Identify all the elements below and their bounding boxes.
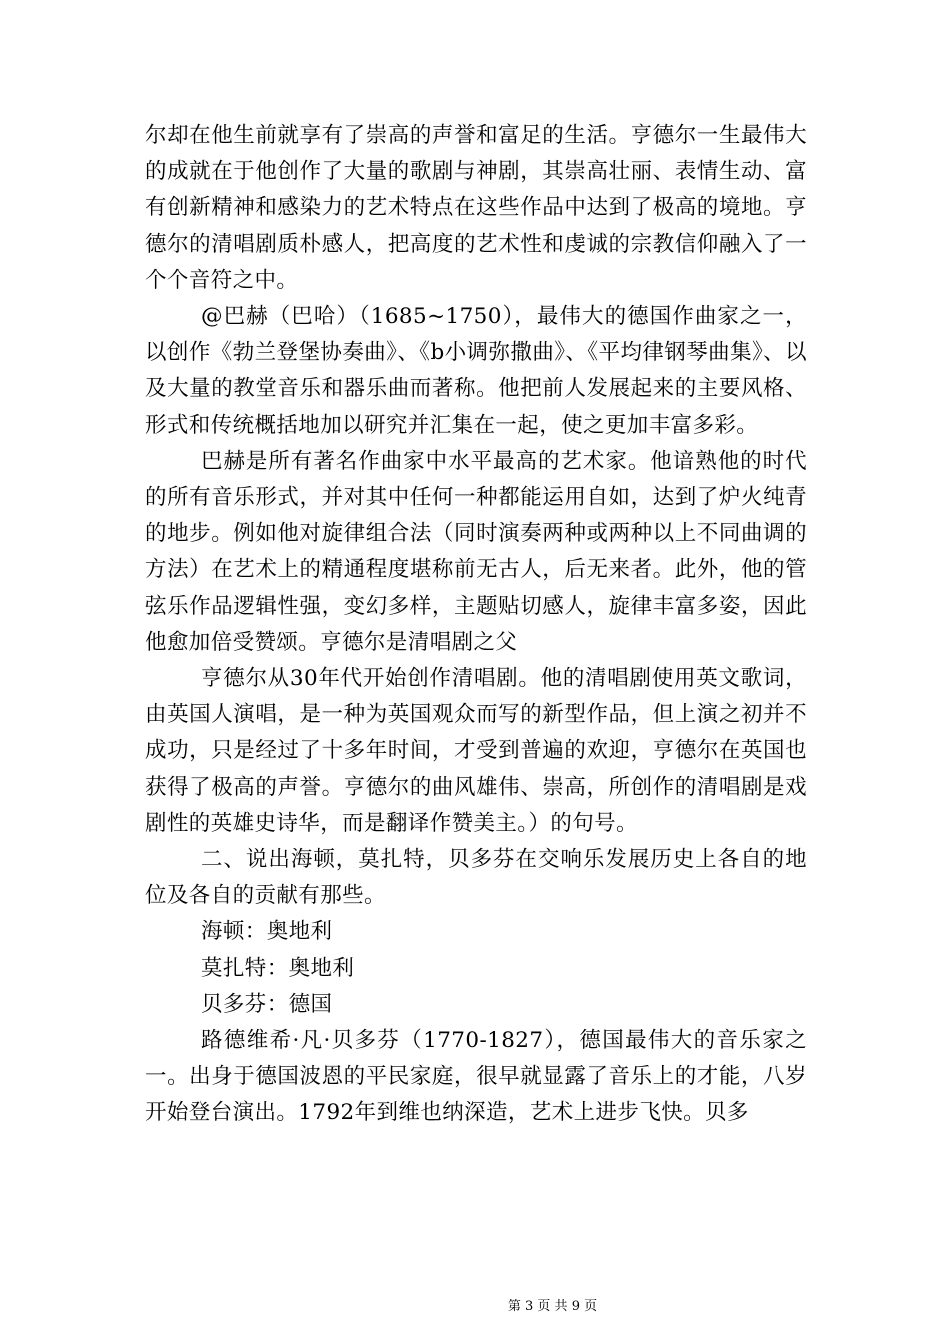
page-number-footer: 第 3 页 共 9 页 (507, 1299, 598, 1314)
paragraph-bach-intro: @巴赫（巴哈）（1685~1750），最伟大的德国作曲家之一，以创作《勃兰登堡协奏曲》、《b小调弥撒曲》、《平均律钢琴曲集》、以及大量的教堂音乐和器乐曲而著称。他把前人发展起来的主要风格、形式和传统概括地加以研究并汇集在一起，使之更加丰富多彩。 (145, 304, 807, 438)
paragraph-beethoven-bio: 路德维希·凡·贝多芬（1770-1827），德国最伟大的音乐家之一。出身于德国波恩的平民家庭，很早就显露了音乐上的才能，八岁开始登台演出。1792年到维也纳深造，艺术上进步飞快。贝多 (145, 1028, 807, 1126)
paragraph-question-two: 二、说出海顿，莫扎特，贝多芬在交响乐发展历史上各自的地位及各自的贡献有那些。 (145, 847, 807, 909)
paragraph-handel-fame: 尔却在他生前就享有了崇高的声誉和富足的生活。亨德尔一生最伟大的成就在于他创作了大量的歌剧与神剧，其崇高壮丽、表情生动、富有创新精神和感染力的艺术特点在这些作品中达到了极高的境地。亨德尔的清唱剧质朴感人，把高度的艺术性和虔诚的宗教信仰融入了一个个音符之中。 (145, 123, 807, 293)
paragraph-haydn: 海顿：奥地利 (201, 919, 333, 945)
paragraph-mozart: 莫扎特：奥地利 (201, 955, 355, 981)
paragraph-bach-mastery: 巴赫是所有著名作曲家中水平最高的艺术家。他谙熟他的时代的所有音乐形式，并对其中任何一种都能运用自如，达到了炉火纯青的地步。例如他对旋律组合法（同时演奏两种或两种以上不同曲调的方法）在艺术上的精通程度堪称前无古人，后无来者。此外，他的管弦乐作品逻辑性强，变幻多样，主题贴切感人，旋律丰富多姿，因此他愈加倍受赞颂。亨德尔是清唱剧之父 (145, 448, 807, 655)
paragraph-handel-oratorio: 亨德尔从30年代开始创作清唱剧。他的清唱剧使用英文歌词，由英国人演唱，是一种为英国观众而写的新型作品，但上演之初并不成功，只是经过了十多年时间，才受到普遍的欢迎，亨德尔在英国也获得了极高的声誉。亨德尔的曲风雄伟、崇高，所创作的清唱剧是戏剧性的英雄史诗华，而是翻译作赞美主。）的句号。 (145, 666, 807, 836)
document-body (145, 118, 807, 1132)
paragraph-beethoven: 贝多芬：德国 (201, 991, 333, 1017)
